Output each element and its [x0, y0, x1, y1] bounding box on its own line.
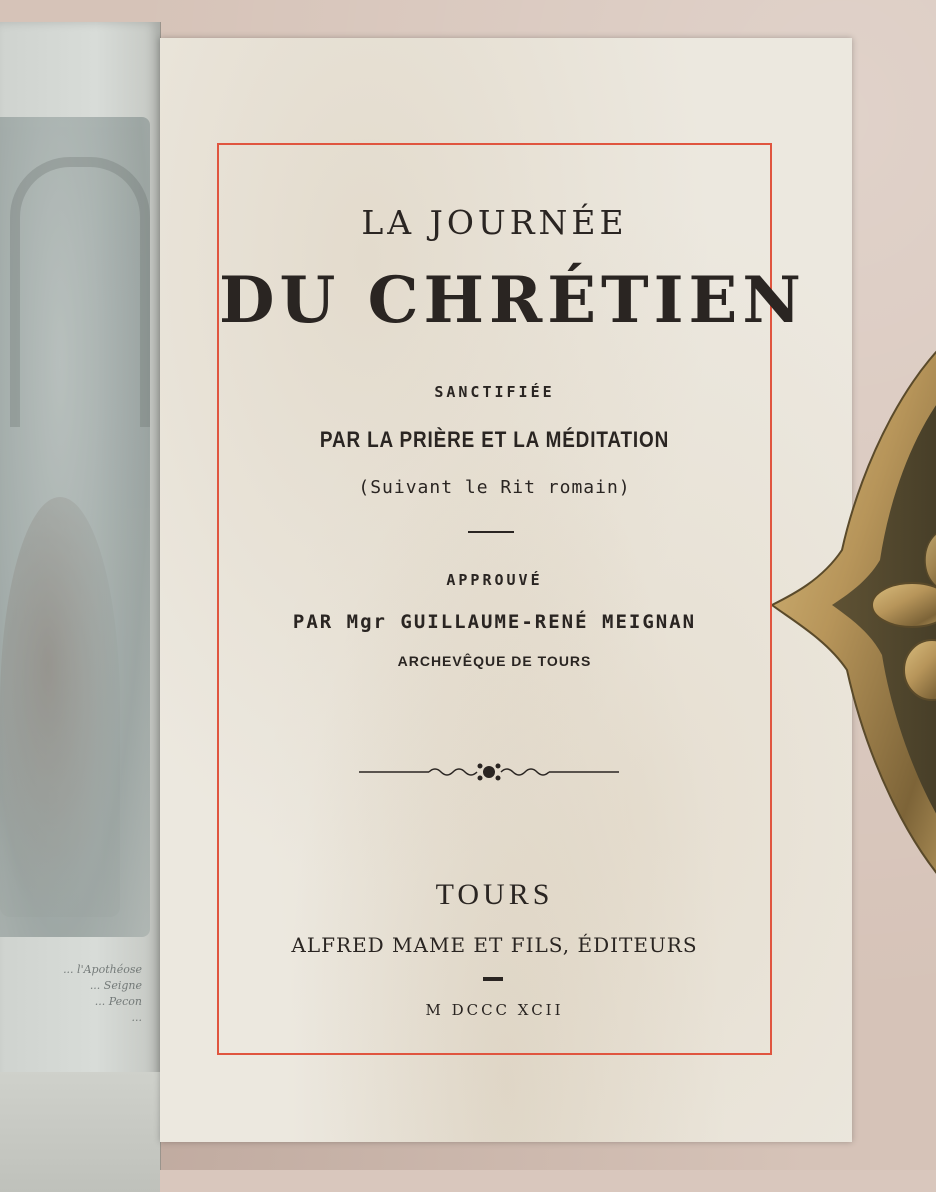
short-rule — [483, 977, 503, 981]
caption-line: ... Pecon — [94, 994, 142, 1008]
subtitle-priere: PAR LA PRIÈRE ET LA MÉDITATION — [319, 427, 670, 452]
approval-title: ARCHEVÊQUE DE TOURS — [397, 653, 592, 669]
approval-name: PAR Mgr GUILLAUME-RENÉ MEIGNAN — [292, 611, 697, 633]
ornament-divider-icon — [359, 759, 619, 785]
title-line-2: DU CHRÉTIEN — [219, 263, 806, 338]
subtitle-sanctifiee: SANCTIFIÉE — [434, 383, 555, 401]
red-border-frame — [217, 143, 806, 1055]
frontispiece-engraving — [0, 117, 150, 937]
frontispiece-page-bottom — [0, 1072, 160, 1192]
title-line-1: LA JOURNÉE — [361, 203, 628, 242]
frontispiece-caption — [0, 962, 150, 1026]
approval-heading: APPROUVÉ — [446, 571, 543, 589]
imprint-city: TOURS — [435, 878, 554, 911]
subtitle-rit: (Suivant le Rit romain) — [358, 477, 631, 498]
title-page — [160, 38, 852, 1142]
divider-rule — [468, 531, 514, 533]
caption-line: ... l'Apothéose — [63, 963, 142, 976]
frontispiece-page — [0, 22, 161, 1170]
imprint-publisher: ALFRED MAME ET FILS, ÉDITEURS — [291, 933, 698, 957]
engraving-figure — [0, 497, 120, 917]
brass-clasp-icon — [772, 320, 936, 910]
caption-line: ... Seigne — [89, 978, 142, 992]
imprint-year: M DCCC XCII — [425, 1001, 564, 1019]
engraving-arch — [10, 157, 150, 427]
caption-line: ... — [131, 1010, 142, 1024]
